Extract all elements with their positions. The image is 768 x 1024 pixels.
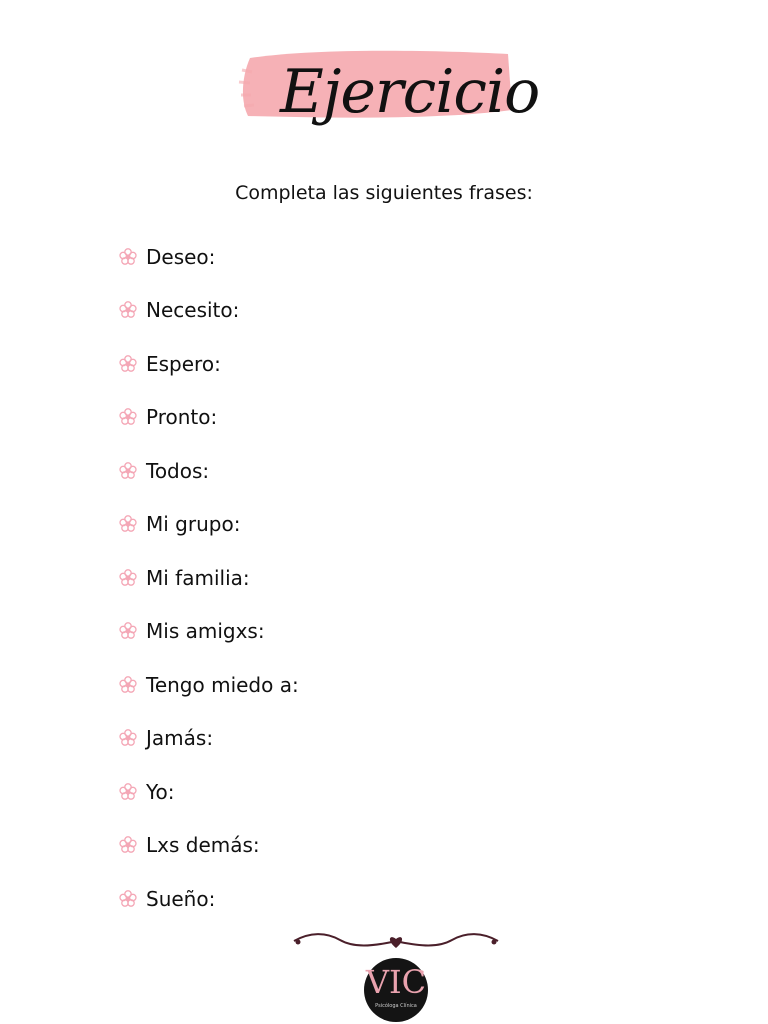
ornament-divider bbox=[290, 930, 502, 952]
flower-icon bbox=[118, 568, 138, 588]
flower-icon bbox=[118, 728, 138, 748]
logo-letters: VIC bbox=[365, 963, 427, 1001]
title-header bbox=[236, 40, 540, 170]
list-item bbox=[118, 444, 663, 498]
brand-logo bbox=[364, 958, 428, 1022]
flower-icon bbox=[118, 514, 138, 534]
flower-icon bbox=[118, 247, 138, 267]
item-label: Jamás: bbox=[146, 726, 214, 751]
list-item bbox=[118, 230, 663, 284]
answer-line bbox=[223, 407, 663, 427]
flower-icon bbox=[118, 300, 138, 320]
logo-caption: Psicóloga Clínica bbox=[375, 1003, 417, 1009]
list-item bbox=[118, 284, 663, 338]
instruction-text: Completa las siguientes frases: bbox=[235, 182, 533, 204]
item-label: Espero: bbox=[146, 351, 221, 376]
answer-line bbox=[305, 675, 663, 695]
list-item bbox=[118, 498, 663, 552]
answer-line bbox=[219, 728, 663, 748]
item-label: Sueño: bbox=[146, 886, 216, 911]
item-label: Mis amigxs: bbox=[146, 619, 265, 644]
flower-icon bbox=[118, 621, 138, 641]
answer-line bbox=[266, 835, 663, 855]
answer-line bbox=[256, 568, 663, 588]
flower-icon bbox=[118, 782, 138, 802]
item-label: Lxs demás: bbox=[146, 833, 260, 858]
answer-line bbox=[221, 889, 663, 909]
flower-icon bbox=[118, 407, 138, 427]
item-label: Necesito: bbox=[146, 298, 240, 323]
list-item bbox=[118, 872, 663, 926]
list-item bbox=[118, 337, 663, 391]
item-label: Todos: bbox=[146, 458, 210, 483]
flower-icon bbox=[118, 461, 138, 481]
answer-line bbox=[221, 247, 663, 267]
item-label: Mi grupo: bbox=[146, 512, 241, 537]
answer-line bbox=[227, 354, 663, 374]
answer-line bbox=[215, 461, 663, 481]
list-item bbox=[118, 391, 663, 445]
page-title: Ejercicio bbox=[280, 57, 540, 127]
sentence-list bbox=[118, 230, 663, 926]
answer-line bbox=[246, 514, 663, 534]
answer-line bbox=[245, 300, 663, 320]
flower-icon bbox=[118, 835, 138, 855]
item-label: Yo: bbox=[146, 779, 175, 804]
answer-line bbox=[271, 621, 663, 641]
list-item bbox=[118, 605, 663, 659]
list-item bbox=[118, 712, 663, 766]
item-label: Mi familia: bbox=[146, 565, 250, 590]
list-item bbox=[118, 658, 663, 712]
item-label: Deseo: bbox=[146, 244, 216, 269]
list-item bbox=[118, 819, 663, 873]
list-item bbox=[118, 765, 663, 819]
flower-icon bbox=[118, 354, 138, 374]
flower-icon bbox=[118, 675, 138, 695]
item-label: Tengo miedo a: bbox=[146, 672, 299, 697]
flower-icon bbox=[118, 889, 138, 909]
answer-line bbox=[181, 782, 663, 802]
item-label: Pronto: bbox=[146, 405, 218, 430]
list-item bbox=[118, 551, 663, 605]
